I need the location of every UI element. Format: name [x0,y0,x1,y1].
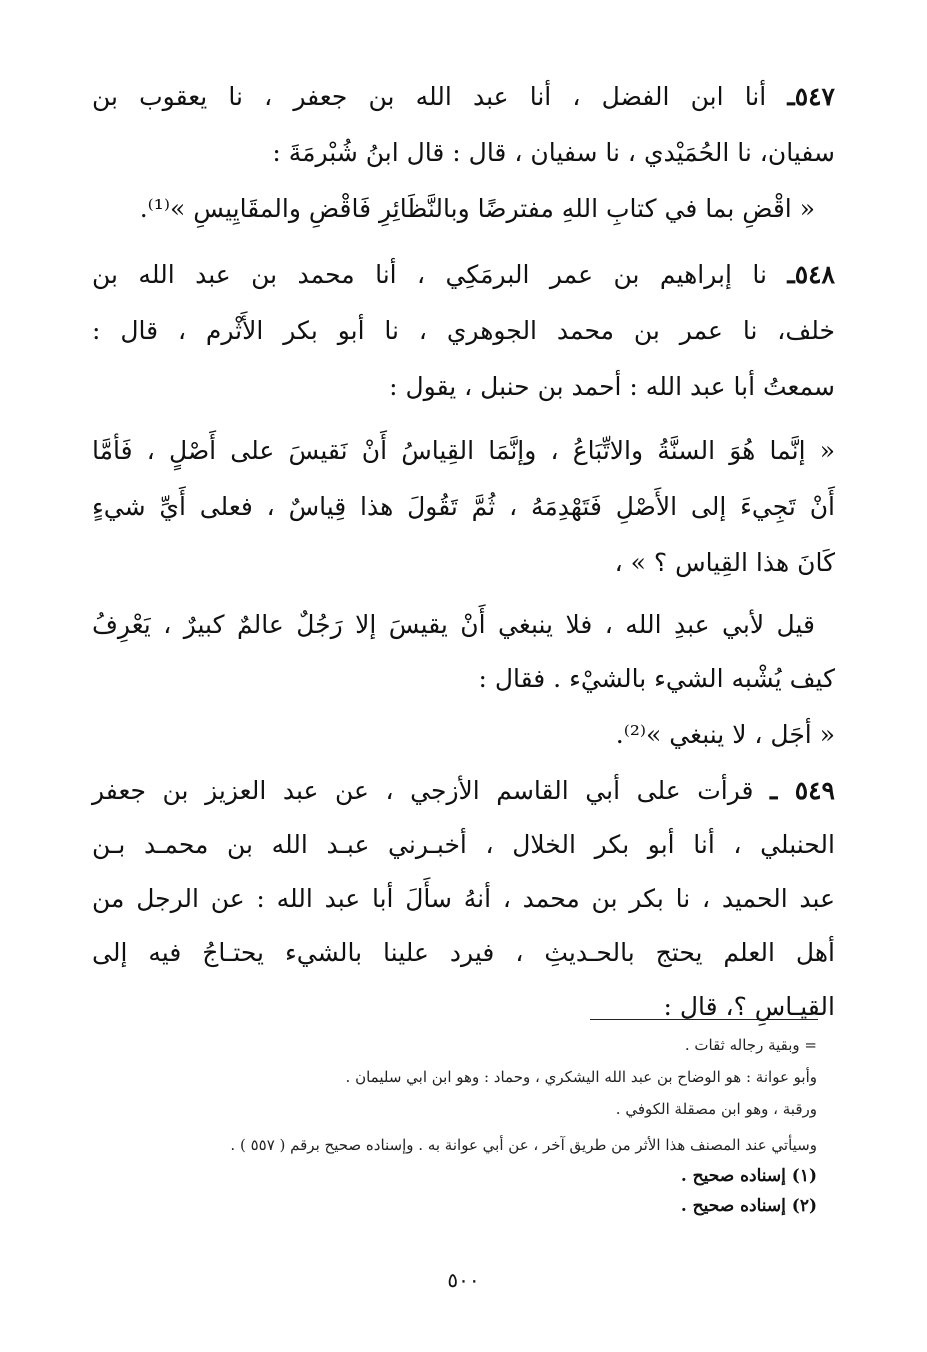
footnote-continued-line: = وبقية رجاله ثقات . [684,1036,817,1054]
quote-line: « اقْضِ بما في كتابِ اللهِ مفترضًا وبالنَّظَائِرِ فَاقْضِ والمقَايِيسِ »⁽¹⁾. [139,194,815,223]
footnote-1: (١) إسناده صحيح . [680,1166,817,1186]
hadith-number: ٥٤٧ـ [787,82,835,111]
text-line: كيف يُشْبه الشيء بالشيْء . فقال : [478,664,835,693]
text-line: سمعتُ أبا عبد الله : أحمد بن حنبل ، يقول : [389,372,835,401]
text-line: القيـاسِ ؟، قال : [663,992,835,1021]
line-text: نا إبراهيم بن عمر البرمَكِي ، أنا محمد بن عبد الله بن [92,260,767,289]
text-line: قيل لأبي عبدِ الله ، فلا ينبغي أَنْ يقيسَ إلا رَجُلٌ عالمٌ كبيرٌ ، يَعْرِفُ [92,610,815,639]
footnote-2: (٢) إسناده صحيح . [680,1196,817,1216]
quote-line: « إنَّما هُوَ السنَّةُ والاتِّبَاعُ ، وإنَّمَا القِياسُ أَنْ نَقيسَ على أَصْلٍ ، فَأمَّا [92,436,835,465]
line-text: أنا ابن الفضل ، أنا عبد الله بن جعفر ، نا يعقوب بن [92,82,767,111]
text-line: عبد الحميد ، نا بكر بن محمد ، أنهُ سأَلَ أبا عبد الله : عن الرجل من [92,884,835,913]
footnote-continued-line: وأبو عوانة : هو الوضاح بن عبد الله اليشكري ، وحماد : وهو ابن ابي سليمان . [345,1068,817,1086]
hadith-number: ٥٤٨ـ [787,260,835,289]
footnote-continued-line: وسيأتي عند المصنف هذا الأثر من طريق آخر ، عن أبي عوانة به . وإسناده صحيح برقم ( ٥٥٧ ) . [230,1136,817,1154]
text-line: الحنبلي ، أنا أبو بكر الخلال ، أخبـرني عبـد الله بن محمـد بـن [92,830,835,859]
text-line: أهل العلم يحتج بالحـديثِ ، فيرد علينا بالشيء يحتـاجُ فيه إلى [92,938,835,967]
line-text: قرأت على أبي القاسم الأزجي ، عن عبد العزيز بن جعفر [92,776,754,805]
text-line: سفيان، نا الحُمَيْدي ، نا سفيان ، قال : قال ابنُ شُبْرمَةَ : [272,138,835,167]
page-number: ٥٠٠ [447,1268,480,1292]
quote-line: أَنْ تَجِيءَ إلى الأَصْلِ فَتَهْدِمَهُ ، ثُمَّ تَقُولَ هذا قِياسٌ ، فعلى أَيِّ شيءٍ [92,492,835,521]
hadith-number: ٥٤٩ ـ [770,776,835,805]
footnote-continued-line: ورقبة ، وهو ابن مصقلة الكوفي . [615,1100,817,1118]
text-line [92,84,835,109]
text-line: خلف، نا عمر بن محمد الجوهري ، نا أبو بكر الأَثْرم ، قال : [92,316,835,345]
quote-line: « أجَل ، لا ينبغي »⁽²⁾. [615,720,835,749]
text-line [92,262,835,287]
footnote-separator [590,1019,818,1020]
quote-line: كَانَ هذا القِياس ؟ » ، [614,548,835,577]
text-line [92,778,835,803]
